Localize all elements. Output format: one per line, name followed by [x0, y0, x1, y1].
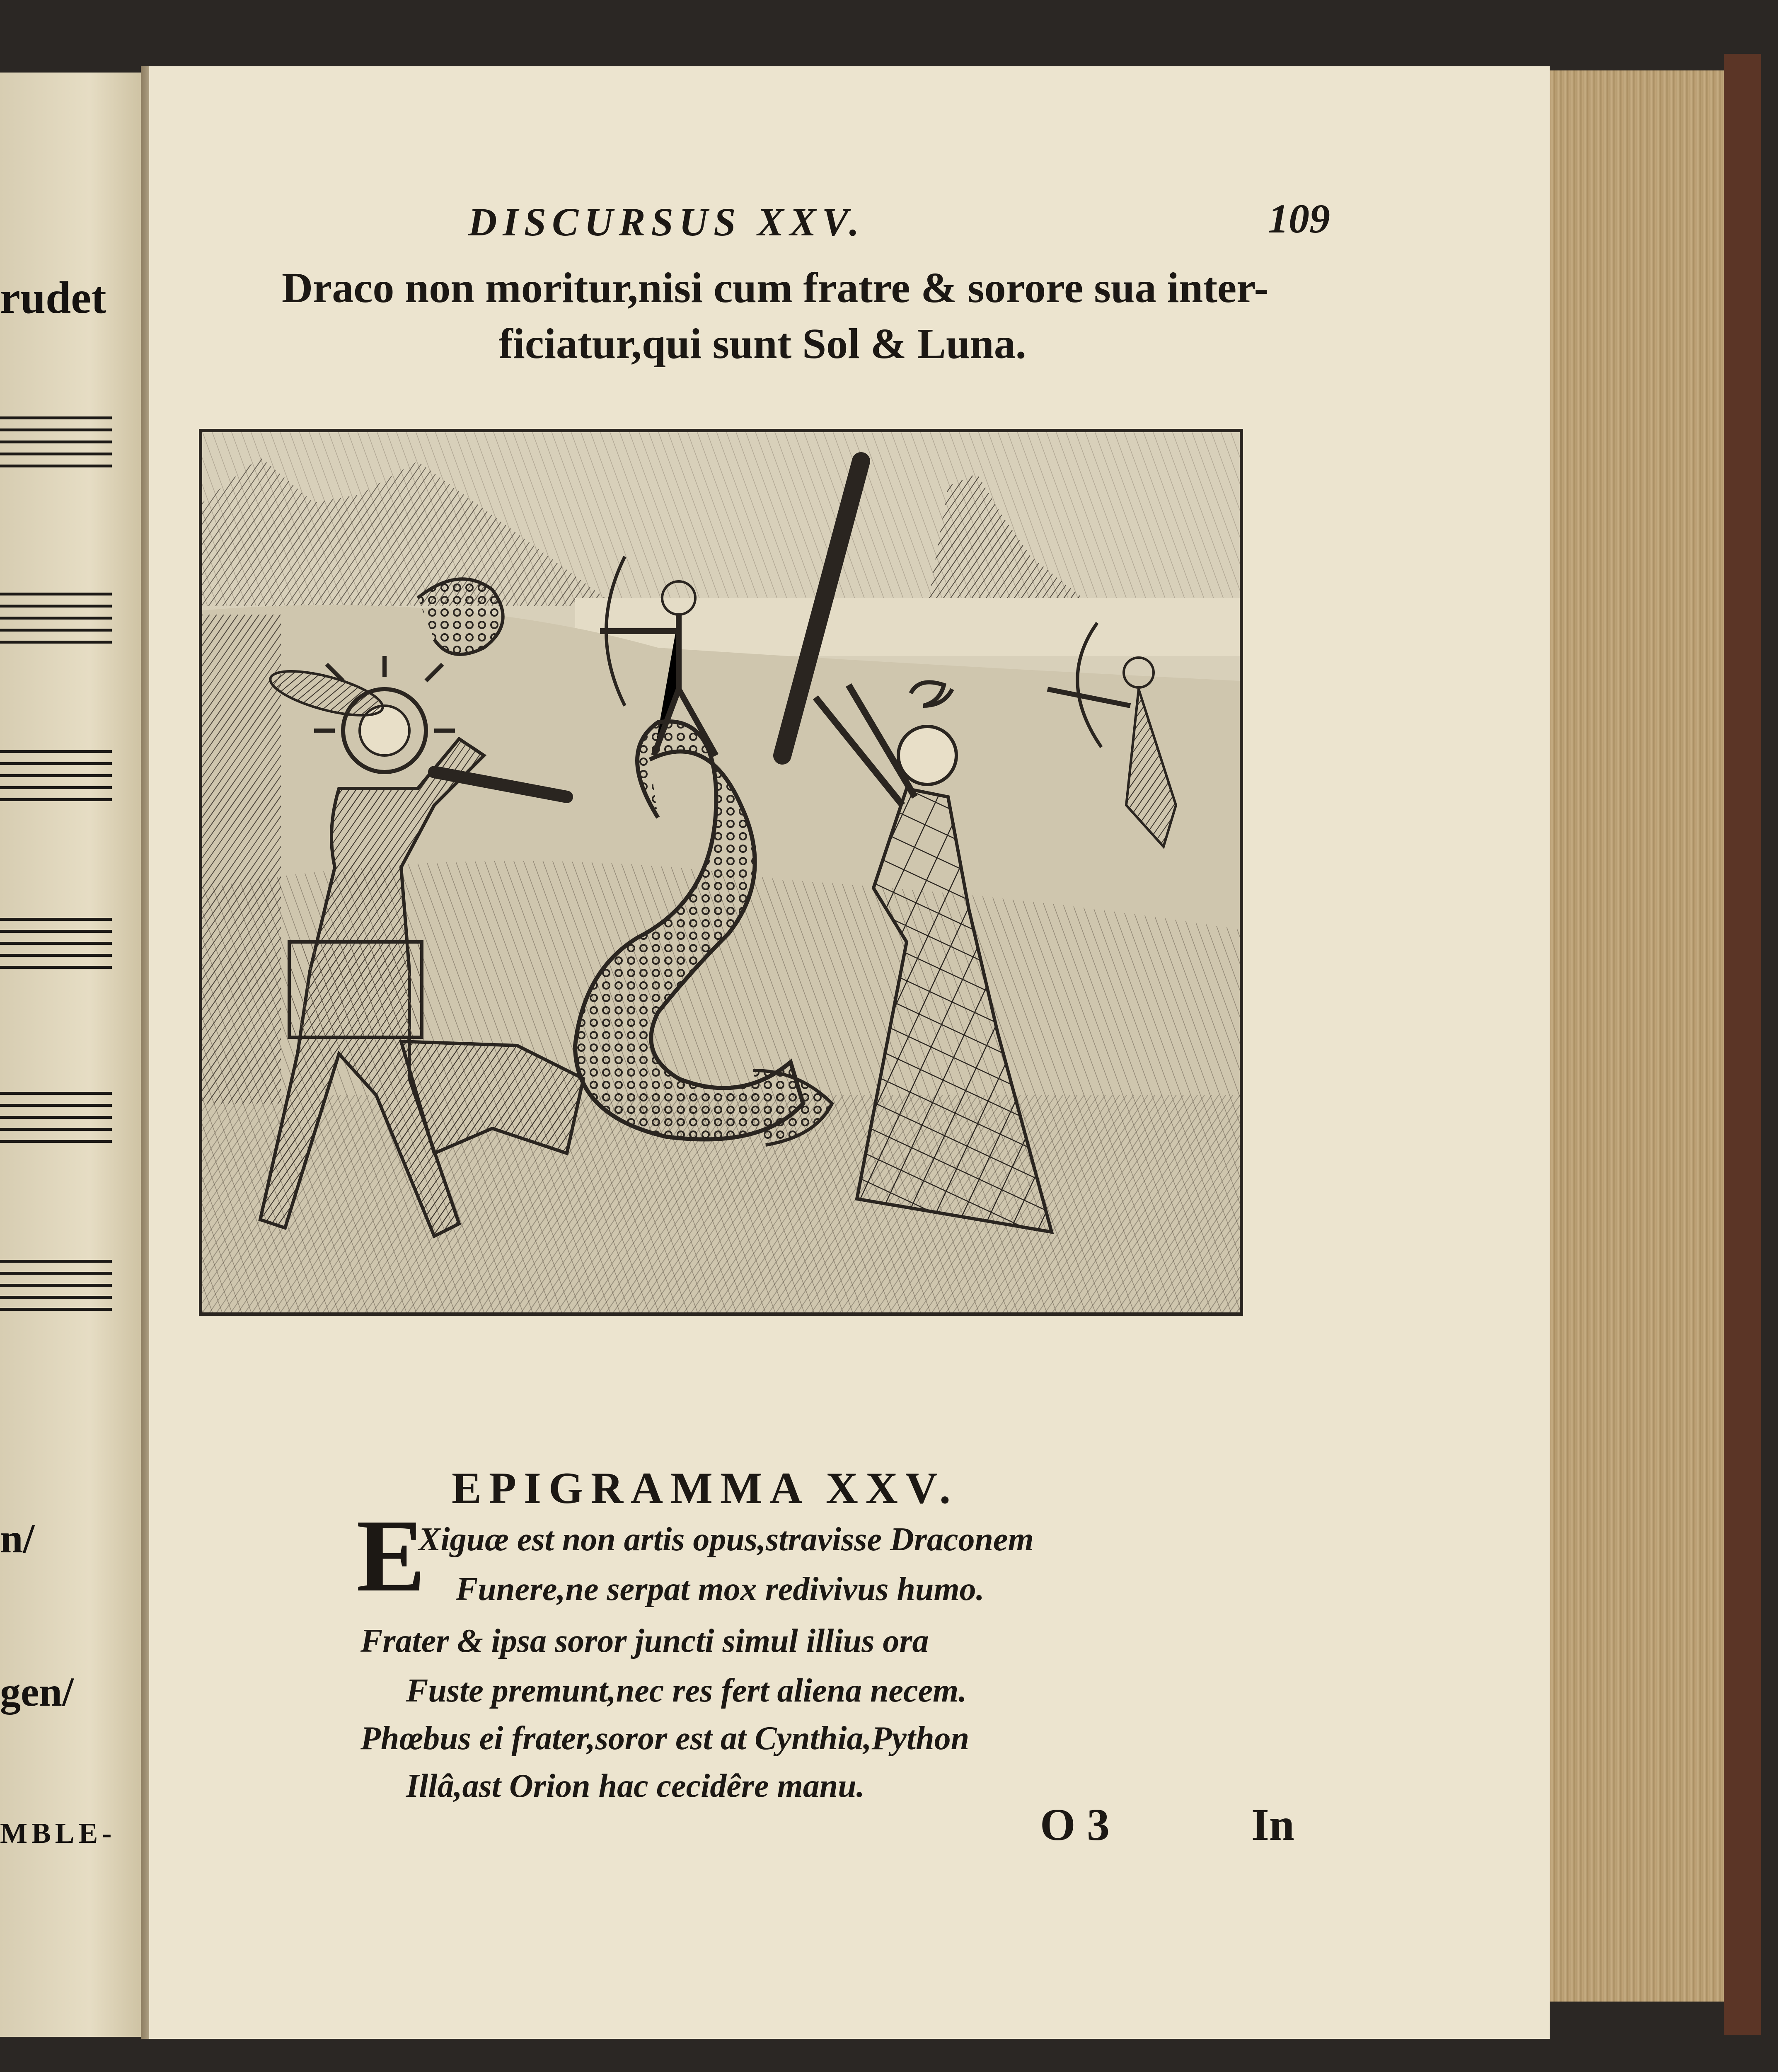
- book-cover-edge: [1724, 54, 1761, 2035]
- signature-mark: O 3: [1040, 1799, 1110, 1850]
- page-header-title: DISCURSUS XXV.: [468, 200, 865, 244]
- epigram-line-5: Phœbus ei frater,soror est at Cynthia,Python: [360, 1720, 970, 1757]
- music-staff: [0, 416, 112, 477]
- page-number: 109: [1268, 196, 1330, 242]
- page-fore-edge: [1550, 70, 1724, 2002]
- epigram-line-1: Xiguæ est non artis opus,stravisse Draconem: [418, 1521, 1034, 1558]
- epigram-line-3: Frater & ipsa soror juncti simul illius ora: [360, 1623, 929, 1659]
- trees-left: [202, 615, 281, 1104]
- epigram-title: EPIGRAMMA XXV.: [452, 1464, 958, 1513]
- music-staff: [0, 750, 112, 810]
- catchword: In: [1251, 1799, 1294, 1850]
- motto-line-1: Draco non moritur,nisi cum fratre & sorore sua inter-: [282, 264, 1269, 312]
- motto-line-2: ficiatur,qui sunt Sol & Luna.: [498, 320, 1026, 368]
- left-page-catchword: MBLE-: [0, 1818, 116, 1849]
- epigram-line-2: Funere,ne serpat mox redivivus humo.: [456, 1571, 985, 1607]
- music-staff: [0, 918, 112, 978]
- music-staff: [0, 1260, 112, 1320]
- left-page-text-fragment: n/: [0, 1515, 35, 1561]
- epigram-line-6: Illâ,ast Orion hac cecidêre manu.: [406, 1768, 865, 1804]
- music-staff: [0, 1092, 112, 1152]
- epigram-line-4: Fuste premunt,nec res fert aliena necem.: [406, 1673, 967, 1709]
- left-page-text-fragment: gen/: [0, 1669, 74, 1715]
- epigram-drop-cap: E: [356, 1498, 426, 1613]
- emblem-engraving: [199, 429, 1243, 1316]
- engraving-illustration: [202, 432, 1240, 1312]
- music-staff: [0, 593, 112, 653]
- left-page-fragment: [0, 73, 149, 2037]
- left-page-heading-fragment: rudet: [0, 272, 106, 323]
